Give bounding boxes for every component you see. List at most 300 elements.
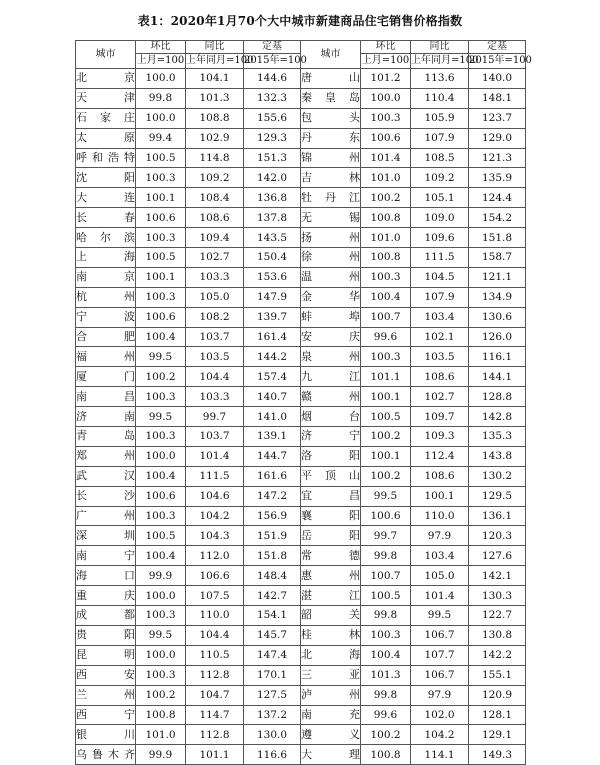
- yoy-base-header: 上年同月=100: [411, 54, 469, 69]
- mom-value: 100.1: [136, 188, 186, 208]
- fixed-base-value: 136.1: [469, 506, 526, 526]
- mom-value: 99.9: [136, 566, 186, 586]
- city-cell: 洛阳: [301, 446, 361, 466]
- mom-value: 99.7: [361, 526, 411, 546]
- mom-value: 100.1: [361, 387, 411, 407]
- mom-value: 99.8: [361, 606, 411, 626]
- yoy-value: 105.0: [186, 287, 244, 307]
- mom-value: 100.3: [136, 506, 186, 526]
- mom-value: 100.6: [361, 506, 411, 526]
- table-row: [76, 307, 526, 327]
- city-cell: 杭州: [76, 287, 136, 307]
- fixed-base-value: 149.3: [469, 745, 526, 765]
- fixed-base-value: 155.6: [244, 108, 301, 128]
- city-cell: 贵阳: [76, 625, 136, 645]
- city-cell: 大理: [301, 745, 361, 765]
- fixed-base-value: 154.1: [244, 606, 301, 626]
- table-row: [76, 387, 526, 407]
- yoy-header: 同比: [186, 41, 244, 54]
- yoy-base-header: 上年同月=100: [186, 54, 244, 69]
- yoy-value: 111.5: [411, 248, 469, 268]
- fixed-base-value: 145.7: [244, 625, 301, 645]
- mom-value: 100.8: [361, 248, 411, 268]
- city-cell: 郑州: [76, 446, 136, 466]
- yoy-value: 113.6: [411, 69, 469, 89]
- fixed-base-header: 定基: [469, 41, 526, 54]
- mom-value: 99.4: [136, 128, 186, 148]
- table-row: [76, 168, 526, 188]
- yoy-value: 97.9: [411, 685, 469, 705]
- fixed-base-value: 137.2: [244, 705, 301, 725]
- header-row-groups: [76, 41, 526, 54]
- fixed-base-value: 136.8: [244, 188, 301, 208]
- city-cell: 上海: [76, 248, 136, 268]
- yoy-value: 105.1: [411, 188, 469, 208]
- fixed-base-value: 130.2: [469, 466, 526, 486]
- mom-value: 100.6: [136, 307, 186, 327]
- fixed-base-value: 116.1: [469, 347, 526, 367]
- fixed-base-value: 139.1: [244, 427, 301, 447]
- fixed-base-value: 135.3: [469, 427, 526, 447]
- yoy-value: 109.7: [411, 407, 469, 427]
- city-cell: 岳阳: [301, 526, 361, 546]
- fixed-base-value: 143.8: [469, 446, 526, 466]
- fixed-base-value: 144.7: [244, 446, 301, 466]
- city-cell: 韶关: [301, 606, 361, 626]
- city-cell: 重庆: [76, 586, 136, 606]
- mom-value: 100.4: [361, 287, 411, 307]
- mom-value: 101.1: [361, 367, 411, 387]
- city-cell: 乌鲁木齐: [76, 745, 136, 765]
- mom-base-header: 上月=100: [136, 54, 186, 69]
- table-row: [76, 546, 526, 566]
- table-row: [76, 466, 526, 486]
- mom-value: 100.8: [136, 705, 186, 725]
- mom-value: 101.3: [361, 665, 411, 685]
- fixed-base-value: 151.8: [244, 546, 301, 566]
- table-row: [76, 586, 526, 606]
- fixed-base-value: 140.7: [244, 387, 301, 407]
- yoy-value: 102.7: [411, 387, 469, 407]
- price-index-table: [75, 40, 532, 765]
- city-cell: 安庆: [301, 327, 361, 347]
- yoy-value: 102.9: [186, 128, 244, 148]
- city-cell: 青岛: [76, 427, 136, 447]
- mom-value: 100.3: [361, 347, 411, 367]
- mom-value: 101.0: [361, 168, 411, 188]
- mom-value: 99.6: [361, 705, 411, 725]
- table-row: [76, 506, 526, 526]
- mom-value: 101.0: [361, 228, 411, 248]
- fixed-base-value: 142.7: [244, 586, 301, 606]
- fixed-base-value: 151.3: [244, 148, 301, 168]
- yoy-value: 103.3: [186, 267, 244, 287]
- city-cell: 包头: [301, 108, 361, 128]
- yoy-value: 112.8: [186, 665, 244, 685]
- fixed-base-value: 129.1: [469, 725, 526, 745]
- mom-value: 100.4: [136, 466, 186, 486]
- mom-value: 100.5: [136, 526, 186, 546]
- mom-header: 环比: [361, 41, 411, 54]
- city-cell: 成都: [76, 606, 136, 626]
- table-row: [76, 188, 526, 208]
- mom-value: 100.0: [136, 69, 186, 89]
- city-cell: 牡丹江: [301, 188, 361, 208]
- city-cell: 北京: [76, 69, 136, 89]
- fixed-base-value: 170.1: [244, 665, 301, 685]
- yoy-value: 99.5: [411, 606, 469, 626]
- fixed-base-value: 128.8: [469, 387, 526, 407]
- fixed-base-value: 142.1: [469, 566, 526, 586]
- yoy-value: 103.4: [411, 307, 469, 327]
- fixed-base-value: 147.2: [244, 486, 301, 506]
- city-cell: 宁波: [76, 307, 136, 327]
- yoy-value: 109.4: [186, 228, 244, 248]
- yoy-value: 110.4: [411, 88, 469, 108]
- fixed-base-value: 129.5: [469, 486, 526, 506]
- fixed-base-value: 121.1: [469, 267, 526, 287]
- city-cell: 常德: [301, 546, 361, 566]
- city-cell: 南宁: [76, 546, 136, 566]
- yoy-value: 101.4: [411, 586, 469, 606]
- city-cell: 呼和浩特: [76, 148, 136, 168]
- table-row: [76, 427, 526, 447]
- yoy-value: 104.4: [186, 367, 244, 387]
- mom-value: 100.2: [361, 188, 411, 208]
- fixed-base-value: 148.1: [469, 88, 526, 108]
- fixed-base-year-header: 2015年=100: [244, 54, 301, 69]
- yoy-value: 101.1: [186, 745, 244, 765]
- yoy-value: 108.6: [411, 367, 469, 387]
- city-cell: 南充: [301, 705, 361, 725]
- yoy-value: 106.6: [186, 566, 244, 586]
- city-cell: 湛江: [301, 586, 361, 606]
- city-cell: 徐州: [301, 248, 361, 268]
- yoy-value: 110.0: [411, 506, 469, 526]
- yoy-value: 107.9: [411, 128, 469, 148]
- fixed-base-value: 129.3: [244, 128, 301, 148]
- mom-value: 100.2: [361, 427, 411, 447]
- yoy-value: 99.7: [186, 407, 244, 427]
- city-cell: 武汉: [76, 466, 136, 486]
- fixed-base-value: 153.6: [244, 267, 301, 287]
- fixed-base-value: 144.2: [244, 347, 301, 367]
- mom-value: 99.8: [361, 685, 411, 705]
- mom-value: 99.6: [361, 327, 411, 347]
- fixed-base-value: 147.9: [244, 287, 301, 307]
- fixed-base-value: 127.5: [244, 685, 301, 705]
- yoy-value: 103.7: [186, 427, 244, 447]
- fixed-base-value: 120.9: [469, 685, 526, 705]
- yoy-value: 105.9: [411, 108, 469, 128]
- mom-value: 99.5: [136, 625, 186, 645]
- fixed-base-value: 137.8: [244, 208, 301, 228]
- mom-value: 100.5: [361, 407, 411, 427]
- city-cell: 赣州: [301, 387, 361, 407]
- city-cell: 丹东: [301, 128, 361, 148]
- city-cell: 厦门: [76, 367, 136, 387]
- city-header: 城市: [301, 41, 361, 69]
- table-row: [76, 685, 526, 705]
- yoy-value: 104.6: [186, 486, 244, 506]
- yoy-value: 102.7: [186, 248, 244, 268]
- mom-value: 100.8: [361, 208, 411, 228]
- city-cell: 宜昌: [301, 486, 361, 506]
- city-cell: 银川: [76, 725, 136, 745]
- city-cell: 三亚: [301, 665, 361, 685]
- fixed-base-value: 132.3: [244, 88, 301, 108]
- city-cell: 哈尔滨: [76, 228, 136, 248]
- yoy-value: 103.5: [186, 347, 244, 367]
- mom-value: 100.3: [361, 267, 411, 287]
- table-row: [76, 108, 526, 128]
- table-row: [76, 745, 526, 765]
- yoy-value: 97.9: [411, 526, 469, 546]
- mom-value: 100.0: [136, 586, 186, 606]
- mom-value: 100.6: [136, 486, 186, 506]
- city-cell: 长春: [76, 208, 136, 228]
- city-cell: 平顶山: [301, 466, 361, 486]
- mom-value: 100.2: [136, 685, 186, 705]
- mom-value: 99.8: [361, 546, 411, 566]
- mom-value: 100.7: [361, 566, 411, 586]
- fixed-base-value: 130.0: [244, 725, 301, 745]
- city-cell: 唐山: [301, 69, 361, 89]
- yoy-value: 109.2: [186, 168, 244, 188]
- fixed-base-header: 定基: [244, 41, 301, 54]
- city-cell: 南昌: [76, 387, 136, 407]
- mom-value: 100.1: [136, 267, 186, 287]
- yoy-value: 108.6: [186, 208, 244, 228]
- mom-value: 100.6: [361, 128, 411, 148]
- fixed-base-value: 126.0: [469, 327, 526, 347]
- mom-value: 99.5: [361, 486, 411, 506]
- yoy-value: 107.7: [411, 645, 469, 665]
- fixed-base-value: 143.5: [244, 228, 301, 248]
- mom-value: 100.3: [136, 665, 186, 685]
- mom-value: 100.8: [361, 745, 411, 765]
- table-row: [76, 228, 526, 248]
- mom-value: 100.3: [136, 427, 186, 447]
- yoy-value: 103.5: [411, 347, 469, 367]
- yoy-value: 108.8: [186, 108, 244, 128]
- table-row: [76, 367, 526, 387]
- yoy-value: 109.3: [411, 427, 469, 447]
- mom-value: 99.5: [136, 347, 186, 367]
- mom-value: 99.9: [136, 745, 186, 765]
- page-title: 表1：2020年1月70个大中城市新建商品住宅销售价格指数: [137, 14, 463, 28]
- yoy-value: 104.4: [186, 625, 244, 645]
- city-cell: 南京: [76, 267, 136, 287]
- fixed-base-value: 144.1: [469, 367, 526, 387]
- mom-header: 环比: [136, 41, 186, 54]
- mom-base-header: 上月=100: [361, 54, 411, 69]
- fixed-base-value: 130.3: [469, 586, 526, 606]
- city-cell: 秦皇岛: [301, 88, 361, 108]
- city-cell: 天津: [76, 88, 136, 108]
- fixed-base-value: 116.6: [244, 745, 301, 765]
- mom-value: 100.2: [136, 367, 186, 387]
- yoy-value: 114.8: [186, 148, 244, 168]
- fixed-base-value: 156.9: [244, 506, 301, 526]
- table-row: [76, 606, 526, 626]
- yoy-value: 110.5: [186, 645, 244, 665]
- city-cell: 广州: [76, 506, 136, 526]
- mom-value: 100.3: [136, 168, 186, 188]
- mom-value: 99.8: [136, 88, 186, 108]
- mom-value: 99.5: [136, 407, 186, 427]
- fixed-base-value: 154.2: [469, 208, 526, 228]
- mom-value: 100.3: [136, 228, 186, 248]
- fixed-base-value: 161.6: [244, 466, 301, 486]
- mom-value: 100.2: [361, 466, 411, 486]
- fixed-base-value: 130.8: [469, 625, 526, 645]
- mom-value: 101.4: [361, 148, 411, 168]
- table-row: [76, 69, 526, 89]
- city-cell: 合肥: [76, 327, 136, 347]
- fixed-base-value: 124.4: [469, 188, 526, 208]
- yoy-value: 104.3: [186, 526, 244, 546]
- yoy-value: 114.7: [186, 705, 244, 725]
- fixed-base-value: 130.6: [469, 307, 526, 327]
- fixed-base-value: 147.4: [244, 645, 301, 665]
- yoy-value: 109.6: [411, 228, 469, 248]
- yoy-value: 108.2: [186, 307, 244, 327]
- city-cell: 海口: [76, 566, 136, 586]
- fixed-base-value: 140.0: [469, 69, 526, 89]
- mom-value: 100.5: [136, 148, 186, 168]
- fixed-base-value: 142.0: [244, 168, 301, 188]
- city-cell: 襄阳: [301, 506, 361, 526]
- city-cell: 太原: [76, 128, 136, 148]
- fixed-base-value: 141.0: [244, 407, 301, 427]
- yoy-value: 104.7: [186, 685, 244, 705]
- fixed-base-value: 142.8: [469, 407, 526, 427]
- city-cell: 惠州: [301, 566, 361, 586]
- city-cell: 济宁: [301, 427, 361, 447]
- fixed-base-value: 135.9: [469, 168, 526, 188]
- fixed-base-value: 161.4: [244, 327, 301, 347]
- table-row: [76, 625, 526, 645]
- fixed-base-value: 144.6: [244, 69, 301, 89]
- yoy-value: 104.1: [186, 69, 244, 89]
- city-cell: 福州: [76, 347, 136, 367]
- table-row: [76, 327, 526, 347]
- table-row: [76, 128, 526, 148]
- mom-value: 100.3: [361, 108, 411, 128]
- fixed-base-value: 122.7: [469, 606, 526, 626]
- yoy-value: 108.4: [186, 188, 244, 208]
- table-row: [76, 407, 526, 427]
- yoy-value: 102.0: [411, 705, 469, 725]
- yoy-value: 108.6: [411, 466, 469, 486]
- fixed-base-value: 123.7: [469, 108, 526, 128]
- yoy-value: 104.5: [411, 267, 469, 287]
- mom-value: 100.3: [136, 387, 186, 407]
- city-cell: 泉州: [301, 347, 361, 367]
- city-cell: 无锡: [301, 208, 361, 228]
- fixed-base-value: 157.4: [244, 367, 301, 387]
- mom-value: 100.3: [361, 625, 411, 645]
- fixed-base-value: 142.2: [469, 645, 526, 665]
- city-cell: 烟台: [301, 407, 361, 427]
- city-cell: 桂林: [301, 625, 361, 645]
- fixed-base-value: 120.3: [469, 526, 526, 546]
- yoy-value: 107.5: [186, 586, 244, 606]
- mom-value: 100.5: [136, 248, 186, 268]
- mom-value: 100.4: [136, 327, 186, 347]
- yoy-value: 110.0: [186, 606, 244, 626]
- city-cell: 温州: [301, 267, 361, 287]
- mom-value: 100.4: [136, 546, 186, 566]
- mom-value: 100.2: [361, 725, 411, 745]
- city-cell: 西宁: [76, 705, 136, 725]
- fixed-base-value: 150.4: [244, 248, 301, 268]
- table-row: [76, 566, 526, 586]
- mom-value: 100.3: [136, 606, 186, 626]
- yoy-value: 112.0: [186, 546, 244, 566]
- table-row: [76, 526, 526, 546]
- city-cell: 吉林: [301, 168, 361, 188]
- fixed-base-value: 127.6: [469, 546, 526, 566]
- fixed-base-value: 155.1: [469, 665, 526, 685]
- yoy-header: 同比: [411, 41, 469, 54]
- city-cell: 石家庄: [76, 108, 136, 128]
- fixed-base-value: 148.4: [244, 566, 301, 586]
- fixed-base-value: 158.7: [469, 248, 526, 268]
- city-cell: 长沙: [76, 486, 136, 506]
- yoy-value: 103.4: [411, 546, 469, 566]
- yoy-value: 100.1: [411, 486, 469, 506]
- fixed-base-value: 151.8: [469, 228, 526, 248]
- table-row: [76, 725, 526, 745]
- mom-value: 100.4: [361, 645, 411, 665]
- city-cell: 大连: [76, 188, 136, 208]
- city-header: 城市: [76, 41, 136, 69]
- city-cell: 沈阳: [76, 168, 136, 188]
- city-cell: 遵义: [301, 725, 361, 745]
- fixed-base-value: 139.7: [244, 307, 301, 327]
- mom-value: 100.0: [361, 88, 411, 108]
- table-row: [76, 267, 526, 287]
- fixed-base-year-header: 2015年=100: [469, 54, 526, 69]
- city-cell: 济南: [76, 407, 136, 427]
- yoy-value: 102.1: [411, 327, 469, 347]
- yoy-value: 109.0: [411, 208, 469, 228]
- yoy-value: 101.4: [186, 446, 244, 466]
- yoy-value: 106.7: [411, 665, 469, 685]
- yoy-value: 103.3: [186, 387, 244, 407]
- city-cell: 九江: [301, 367, 361, 387]
- city-cell: 兰州: [76, 685, 136, 705]
- city-cell: 西安: [76, 665, 136, 685]
- table-row: [76, 248, 526, 268]
- yoy-value: 112.4: [411, 446, 469, 466]
- fixed-base-value: 129.0: [469, 128, 526, 148]
- city-cell: 锦州: [301, 148, 361, 168]
- fixed-base-value: 121.3: [469, 148, 526, 168]
- table-row: [76, 665, 526, 685]
- mom-value: 100.6: [136, 208, 186, 228]
- fixed-base-value: 134.9: [469, 287, 526, 307]
- yoy-value: 104.2: [186, 506, 244, 526]
- mom-value: 100.1: [361, 446, 411, 466]
- mom-value: 100.0: [136, 645, 186, 665]
- city-cell: 蚌埠: [301, 307, 361, 327]
- yoy-value: 106.7: [411, 625, 469, 645]
- table-row: [76, 705, 526, 725]
- yoy-value: 105.0: [411, 566, 469, 586]
